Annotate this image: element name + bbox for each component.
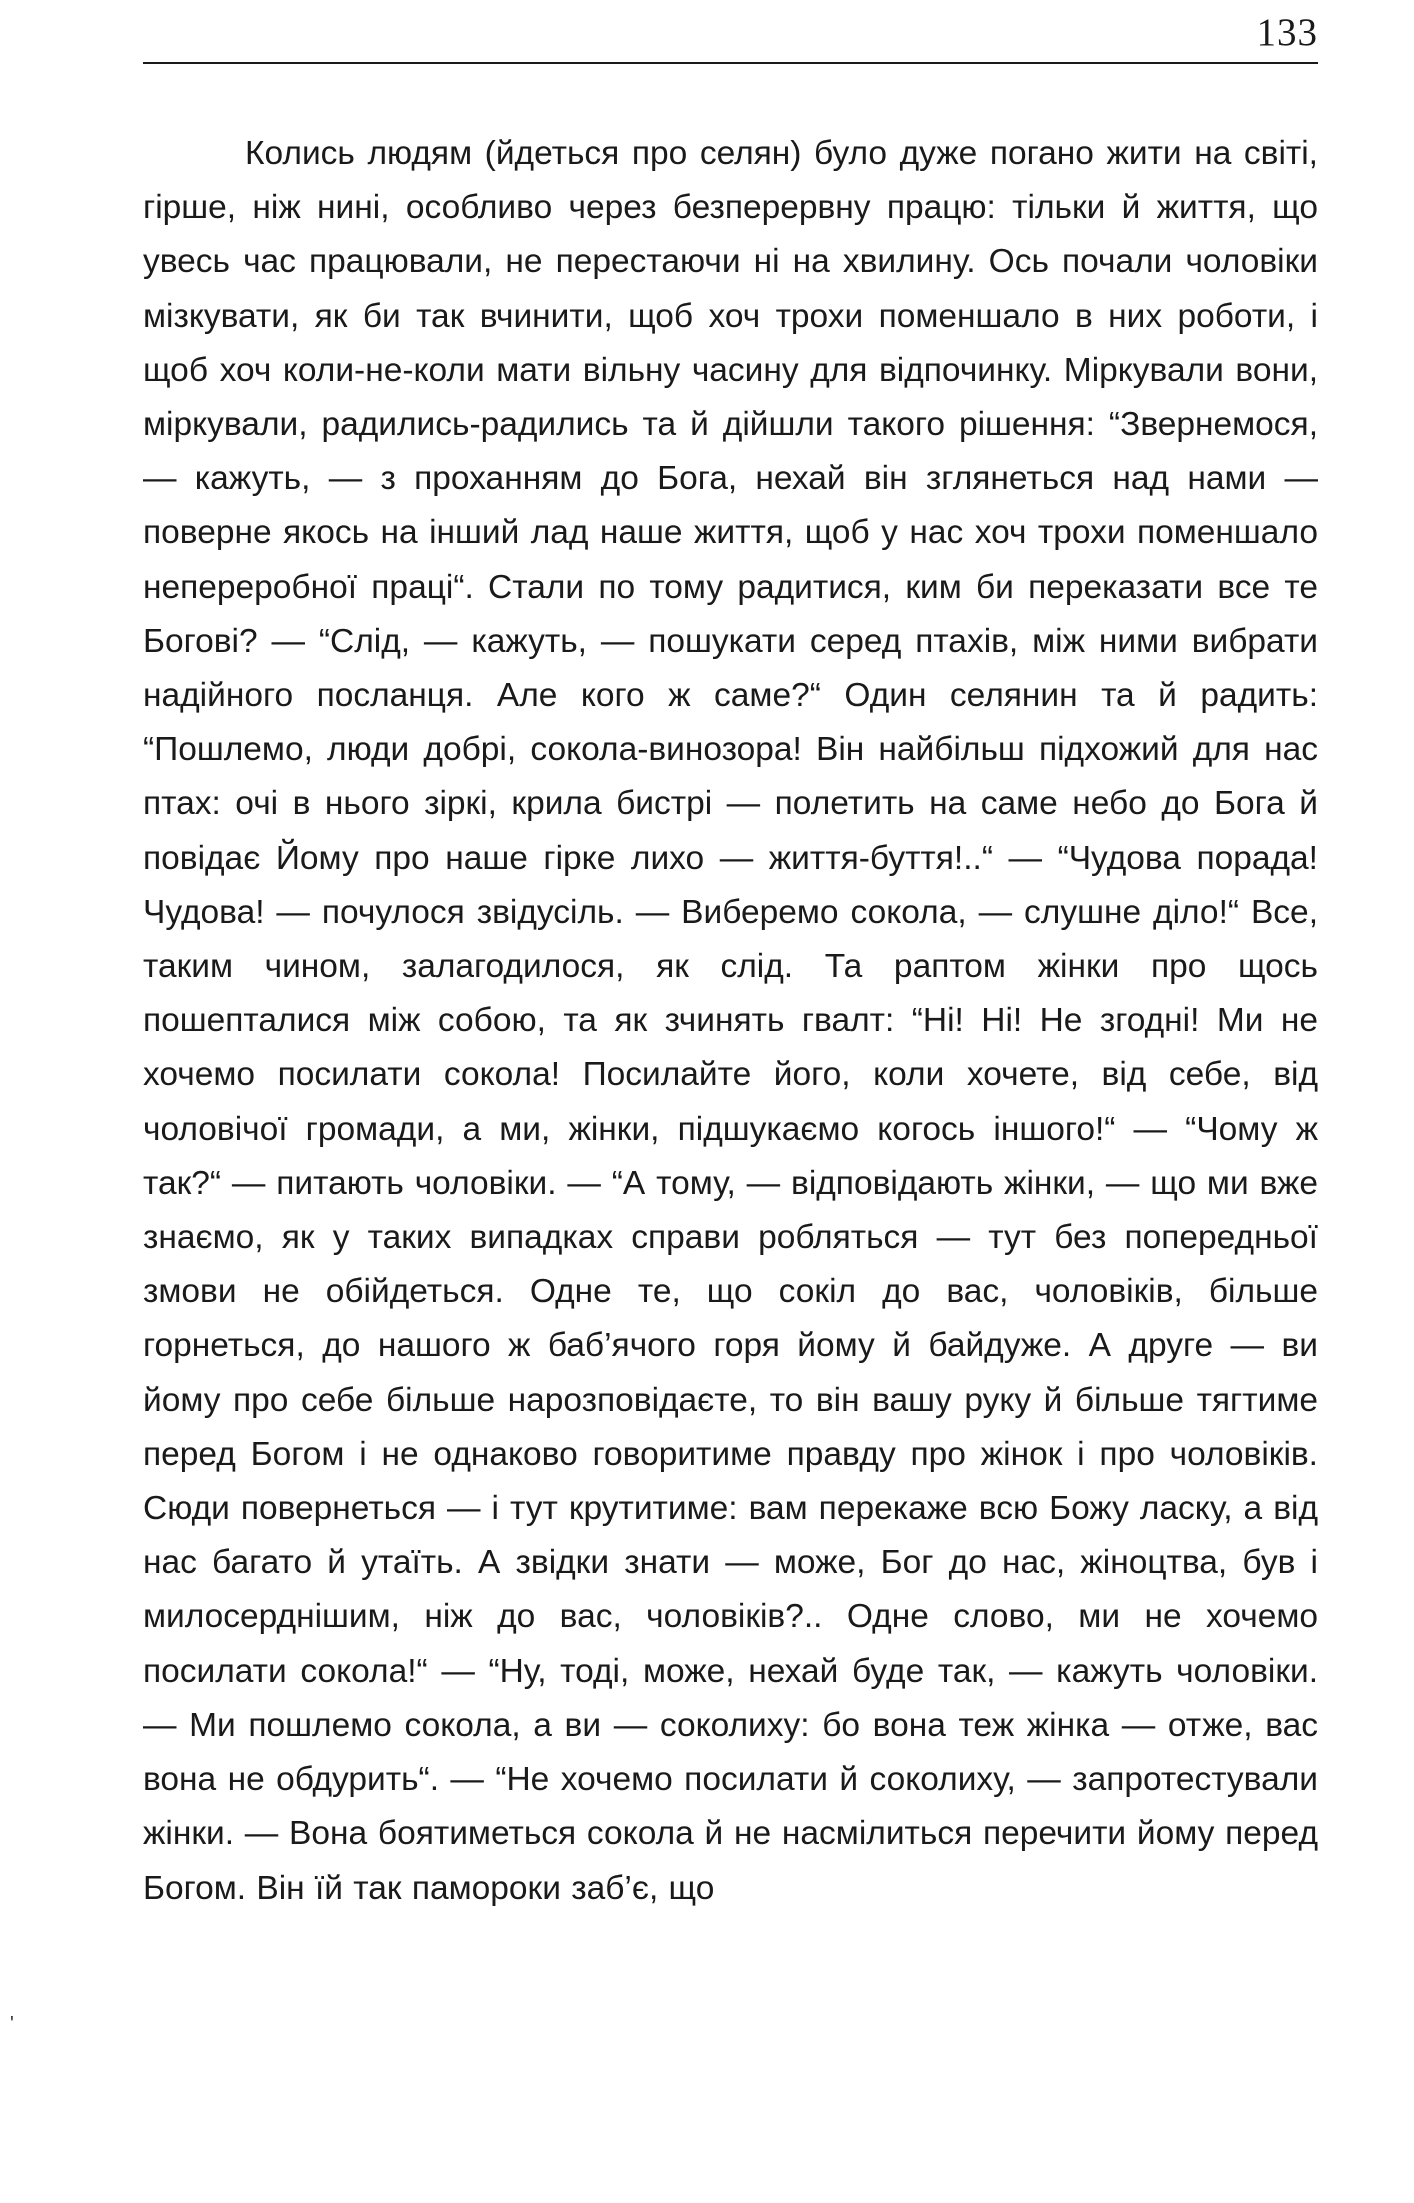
paragraph-text: Колись людям (йдеться про селян) було дуже погано жити на світі, гірше, ніж нині, особливо через безперервну працю: тільки й життя, що увесь час працювали, не перестаючи ні на хвилину. Ось почали чоловіки мізкувати, як би так вчинити, щоб хоч трохи поменшало в них роботи, і щоб хоч коли-не-коли мати вільну часину для відпочинку. Міркували вони, міркували, радились-радились та й дійшли такого рішення: “Звернемося, — кажуть, — з проханням до Бога, нехай він зглянеться над нами — поверне якось на інший лад наше життя, щоб у нас хоч трохи поменшало непереробної праці“. Стали по тому радитися, ким би переказати все те Богові? — “Слід, — кажуть, — пошукати серед птахів, між ними вибрати надійного посланця. Але кого ж саме?“ Один селянин та й радить: “Пошлемо, люди добрі, сокола-винозора! Він найбільш підхожий для нас птах: очі в нього зіркі, крила бистрі — полетить на саме небо до Бога й повідає Йому про наше гірке лихо — життя-буття!..“ — “Чудова порада! Чудова! — почулося звідусіль. — Виберемо сокола, — слушне діло!“ Все, таким чином, залагодилося, як слід. Та раптом жінки про щось пошепталися між собою, та як зчинять гвалт: “Ні! Ні! Не згодні! Ми не хочемо посилати сокола! Посилайте його, коли хочете, від себе, від чоловічої громади, а ми, жінки, підшукаємо когось іншого!“ — “Чому ж так?“ — питають чоловіки. — “А тому, — відповідають жінки, — що ми вже знаємо, як у таких випадках справи робляться — тут без попередньої змови не обійдеться. Одне те, що сокіл до вас, чоловіків, більше горнеться, до нашого ж баб’ячого горя йому й байдуже. А друге — ви йому про себе більше нарозповідаєте, то він вашу руку й більше тягтиме перед Богом і не однаково говоритиме правду про жінок і про чоловіків. Сюди повернеться — і тут крутитиме: вам перекаже всю Божу ласку, а від нас багато й утаїть. А звідки знати — може, Бог до нас, жіноцтва, був і милосерднішим, ніж до вас, чоловіків?.. Одне слово, ми не хочемо посилати сокола!“ — “Ну, тоді, може, нехай буде так, — кажуть чоловіки. — Ми пошлемо сокола, а ви — соколиху: бо вона теж жінка — отже, вас вона не обдурить“. — “Не хочемо посилати й соколиху, — запротестували жінки. — Вона боятиметься сокола й не насмілиться перечити йому перед Богом. Він їй так памороки заб’є, що <box>143 135 1318 1907</box>
page-number: 133 <box>1256 11 1318 54</box>
page-header <box>143 0 1318 64</box>
body-paragraph <box>143 127 1318 1916</box>
stray-mark: ' <box>10 2013 14 2035</box>
